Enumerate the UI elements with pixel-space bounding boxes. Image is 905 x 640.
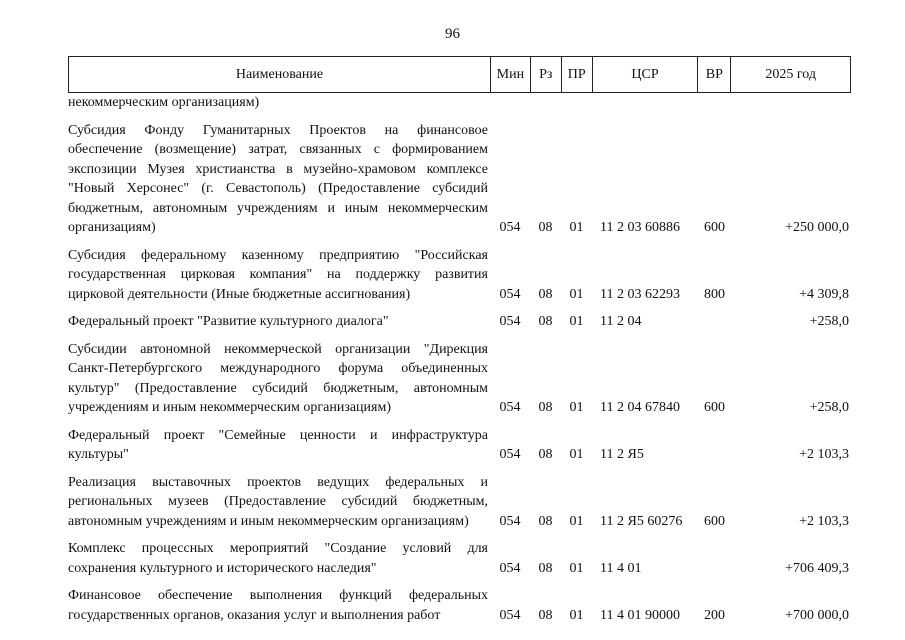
cell-amount: +700 000,0: [785, 607, 849, 623]
cell-rz: 08: [538, 314, 553, 329]
header-rz: Рз: [530, 57, 561, 92]
table-header: [68, 56, 851, 93]
cell-rz: 08: [538, 400, 553, 415]
cell-csr: 11 4 01: [600, 560, 642, 576]
cell-pr: 01: [569, 513, 584, 529]
row-gap: [68, 418, 851, 426]
table-row: [68, 473, 851, 532]
row-gap: [68, 238, 851, 246]
header-pr: ПР: [561, 57, 592, 92]
header-name: Наименование: [235, 66, 324, 82]
row-gap: [68, 578, 851, 586]
cell-min: 054: [499, 447, 521, 462]
table-body: [68, 93, 851, 625]
page-number: 96: [445, 26, 460, 42]
header-year: 2025 год: [730, 57, 850, 92]
table-row: [68, 246, 851, 305]
cell-vr: 600: [704, 513, 725, 529]
cell-min: 054: [499, 400, 521, 415]
cell-csr: 11 2 04: [600, 314, 642, 329]
table-row: [68, 121, 851, 238]
cell-amount: +706 409,3: [785, 560, 849, 576]
cell-min: 054: [499, 220, 521, 235]
header-csr: ЦСР: [592, 57, 698, 92]
cell-rz: 08: [538, 560, 553, 576]
cell-amount: +258,0: [809, 400, 849, 415]
cell-name: Комплекс процессных мероприятий "Создание условий для сохранения культурного и исторического наследия": [68, 541, 488, 576]
cell-amount: +2 103,3: [799, 447, 849, 462]
cell-csr: 11 2 04 67840: [600, 400, 680, 415]
cell-amount: +2 103,3: [799, 513, 849, 529]
cell-amount: +4 309,8: [799, 286, 849, 302]
row-gap: [68, 113, 851, 121]
table-row: [68, 340, 851, 418]
cell-pr: 01: [569, 447, 584, 462]
cell-csr: 11 2 03 62293: [600, 286, 680, 302]
table-row: [68, 93, 851, 113]
budget-table: [68, 56, 851, 625]
row-gap: [68, 332, 851, 340]
cell-pr: 01: [569, 560, 584, 576]
cell-vr: 600: [704, 220, 725, 235]
cell-rz: 08: [538, 607, 553, 623]
header-min: Мин: [490, 57, 530, 92]
cell-amount: +250 000,0: [785, 220, 849, 235]
cell-vr: 200: [704, 607, 725, 623]
cell-rz: 08: [538, 286, 553, 302]
cell-min: 054: [499, 513, 521, 529]
cell-name: Реализация выставочных проектов ведущих федеральных и региональных музеев (Предоставление субсидий бюджетным, автономным учреждениям и иным некоммерческим организациям): [68, 474, 488, 529]
cell-vr: 600: [704, 400, 725, 415]
cell-name: некоммерческим организациям): [68, 95, 260, 110]
cell-vr: 800: [704, 286, 725, 302]
cell-name: Субсидия Фонду Гуманитарных Проектов на финансовое обеспечение (возмещение) затрат, связанных с формированием экспозиции Музея христианства в музейно-храмовом комплексе "Новый Херсонес" (г. Севастополь) (Предоставление субсидий бюджетным, автономным учреждениям и иным некоммерческим организациям): [68, 122, 488, 235]
cell-name: Федеральный проект "Развитие культурного диалога": [68, 314, 389, 329]
cell-pr: 01: [569, 220, 584, 235]
cell-amount: +258,0: [809, 314, 849, 329]
cell-csr: 11 2 03 60886: [600, 220, 680, 235]
cell-csr: 11 2 Я5 60276: [600, 513, 683, 529]
cell-min: 054: [499, 314, 521, 329]
cell-rz: 08: [538, 447, 553, 462]
cell-min: 054: [499, 560, 521, 576]
table-row: [68, 539, 851, 578]
cell-csr: 11 2 Я5: [600, 447, 644, 462]
cell-min: 054: [499, 286, 521, 302]
cell-name: Субсидия федеральному казенному предприятию "Российская государственная цирковая компания" на поддержку развития цирковой деятельности (Иные бюджетные ассигнования): [68, 247, 488, 302]
cell-rz: 08: [538, 513, 553, 529]
cell-name: Федеральный проект "Семейные ценности и инфраструктура культуры": [68, 427, 488, 462]
cell-min: 054: [499, 607, 521, 623]
header-vr: ВР: [697, 57, 730, 92]
table-row: [68, 312, 851, 332]
cell-pr: 01: [569, 607, 584, 623]
cell-name: Субсидии автономной некоммерческой организации "Дирекция Санкт-Петербургского международного форума объединенных культур" (Предоставление субсидий бюджетным, автономным учреждениям и иным некоммерческим организациям): [68, 341, 488, 415]
cell-rz: 08: [538, 220, 553, 235]
cell-pr: 01: [569, 400, 584, 415]
cell-pr: 01: [569, 286, 584, 302]
cell-name: Финансовое обеспечение выполнения функций федеральных государственных органов, оказания услуг и выполнения работ: [68, 588, 488, 623]
table-row: [68, 426, 851, 465]
table-row: [68, 586, 851, 625]
cell-csr: 11 4 01 90000: [600, 607, 680, 623]
row-gap: [68, 465, 851, 473]
row-gap: [68, 304, 851, 312]
row-gap: [68, 531, 851, 539]
cell-pr: 01: [569, 314, 584, 329]
